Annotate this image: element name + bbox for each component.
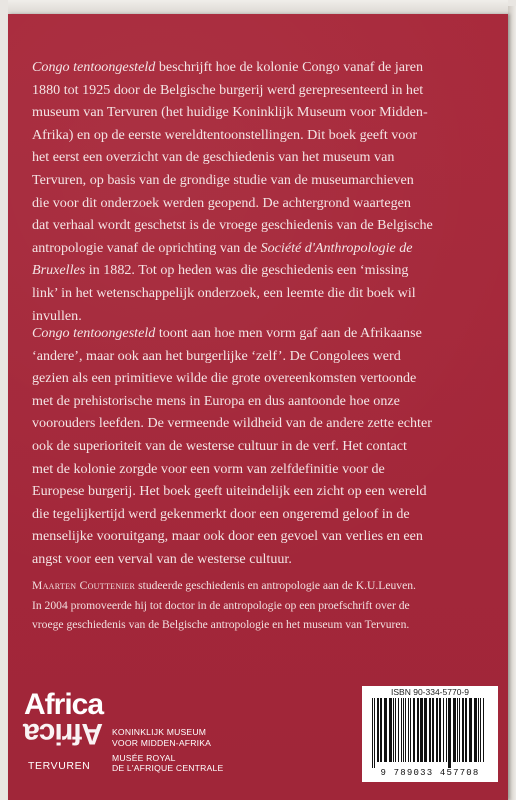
- text-run: met de kolonie zorgde voor een vorm van zelfdefinitie voor de: [32, 460, 385, 477]
- paragraph2-line: [32, 525, 476, 548]
- barcode-bar: [469, 698, 472, 762]
- paragraph1-line: [32, 214, 476, 237]
- text-run: Tervuren, op basis van de grondige studie van de museumarchieven: [32, 171, 414, 188]
- barcode-bar: [410, 698, 411, 762]
- museum-fr-line-2: DE L'AFRIQUE CENTRALE: [112, 763, 224, 774]
- italic-title: Société d'Anthropologie de: [260, 239, 413, 256]
- bio-line-1-rest: studeerde geschiedenis en antropologie aan de K.U.Leuven.: [135, 579, 416, 592]
- barcode-bar: [429, 698, 431, 762]
- museum-nl-line-2: VOOR MIDDEN-AFRIKA: [112, 737, 212, 748]
- text-run: voorouders leefden. De vermeende wildheid van de andere zette echter: [32, 415, 432, 432]
- barcode-bar: [462, 698, 464, 762]
- paragraph1-line: [32, 259, 476, 282]
- barcode-bar: [453, 698, 456, 762]
- barcode-number: 9 789033 457708: [380, 768, 480, 778]
- barcode-bar: [465, 698, 467, 762]
- text-run: menselijke vooruitgang, maar ook door een gevoel van verlies en een: [32, 528, 423, 545]
- paragraph1-line: [32, 169, 476, 192]
- barcode-panel: [362, 686, 498, 782]
- text-run: museum van Tervuren (het huidige Koninklijk Museum voor Midden-: [32, 104, 428, 121]
- paragraph1-line: [32, 101, 476, 124]
- text-run: gezien als een primitieve wilde die grote overeenkomsten vertoonde: [32, 370, 417, 387]
- barcode-bar: [403, 698, 404, 762]
- text-run: het eerst een overzicht van de geschiedenis van het museum van: [32, 149, 395, 166]
- logo-word: Africa: [24, 688, 104, 721]
- paragraph1-line: [32, 124, 476, 147]
- barcode-bar: [395, 698, 396, 762]
- paragraph2-line: [32, 548, 476, 571]
- paragraph1-line: [32, 146, 476, 169]
- text-run: die tegelijkertijd werd gekenmerkt door een ongeremd geloof in de: [32, 505, 410, 522]
- museum-fr-line-1: MUSÉE ROYAL: [112, 752, 176, 763]
- barcode-bar: [417, 698, 419, 762]
- museum-name: [112, 727, 223, 774]
- barcode-bar: [420, 698, 423, 762]
- barcode-bar: [480, 698, 481, 762]
- barcode-bar: [413, 698, 415, 762]
- text-run: link’ in het wetenschappelijk onderzoek, een leemte die dit boek wil: [32, 284, 416, 301]
- text-run: ‘andere’, maar ook aan het burgerlijke ‘zelf’. De Congolees werd: [32, 347, 401, 364]
- italic-title: Congo tentoongesteld: [32, 325, 156, 341]
- bio-line-3: vroege geschiedenis van de Belgische antropologie en het museum van Tervuren.: [32, 618, 410, 631]
- barcode-bar: [372, 698, 373, 768]
- text-run: dat verhaal wordt geschetst is de vroege geschiedenis van de Belgische: [32, 217, 433, 234]
- text-run: ook de superioriteit van de westerse cultuur in de verf. Het contact: [32, 437, 407, 454]
- museum-nl-line-1: KONINKLIJK MUSEUM: [112, 727, 207, 737]
- paragraph2-line: [32, 503, 476, 526]
- text-run: toont aan hoe men vorm gaf aan de Afrikaanse: [155, 325, 422, 341]
- barcode-bar: [446, 698, 447, 762]
- barcode-bar: [384, 698, 387, 762]
- text-run: Europese burgerij. Het boek geeft uiteindelijk een zicht op een wereld: [32, 483, 427, 500]
- bio-line-1: [32, 576, 482, 596]
- text-run: invullen.: [32, 307, 82, 324]
- barcode-bar: [439, 698, 441, 762]
- paragraph2-line: [32, 480, 476, 503]
- logo-subtitle: TERVUREN: [28, 760, 91, 772]
- paragraph2-line: [32, 390, 476, 413]
- barcode-bar: [424, 698, 427, 762]
- barcode-bar: [448, 698, 451, 768]
- paragraph1-line: [32, 237, 476, 260]
- text-run: in 1882. Tot op heden was die geschiedenis een ‘missing: [85, 262, 409, 279]
- barcode-bar: [374, 698, 375, 768]
- blurb-paragraph-2: [32, 322, 476, 571]
- barcode-bar: [401, 698, 402, 762]
- barcode-bar: [457, 698, 458, 762]
- paragraph2-line: [32, 367, 476, 390]
- barcode-bar: [436, 698, 438, 762]
- bio-line-2: In 2004 promoveerde hij tot doctor in de antropologie op een proefschrift over de: [32, 598, 410, 612]
- barcode-bar: [389, 698, 392, 762]
- barcode-bar: [377, 698, 379, 762]
- paragraph2-line: [32, 458, 476, 481]
- book-page-edge: [508, 6, 516, 800]
- paragraph1-line: [32, 56, 476, 79]
- paragraph2-line: [32, 435, 476, 458]
- barcode-bar: [483, 698, 484, 762]
- barcode-bar: [432, 698, 434, 762]
- blurb-paragraph-1: [32, 56, 476, 327]
- author-name: Maarten Couttenier: [32, 579, 136, 592]
- barcode-bar: [398, 698, 399, 762]
- text-run: 1880 tot 1925 door de Belgische burgerij werd gerepresenteerd in het: [32, 81, 424, 98]
- isbn-label: ISBN 90-334-5770-9: [391, 687, 469, 697]
- text-run: beschrijft hoe de kolonie Congo vanaf de jaren: [155, 59, 424, 75]
- barcode-icon: [370, 698, 490, 768]
- barcode-bar: [478, 698, 479, 762]
- barcode-bar: [380, 698, 382, 762]
- text-run: die voor dit onderzoek werden geopend. De achtergrond waartegen: [32, 194, 411, 211]
- text-run: Afrika) en op de eerste wereldtentoonstellingen. Dit boek geeft voor: [32, 126, 418, 143]
- barcode-bar: [393, 698, 394, 762]
- text-run: angst voor een verval van de westerse cultuur.: [32, 550, 292, 567]
- paragraph1-line: [32, 79, 476, 102]
- paragraph1-line: [32, 282, 476, 305]
- barcode-bar: [459, 698, 460, 762]
- author-bio: [32, 576, 482, 635]
- barcode-bar: [405, 698, 406, 762]
- barcode-bar: [443, 698, 444, 762]
- paragraph2-line: [32, 345, 476, 368]
- paragraph2-line: [32, 322, 476, 345]
- logo-mirror-word: Africa: [24, 717, 104, 750]
- paragraph1-line: [32, 192, 476, 215]
- africa-tervuren-logo: [24, 688, 104, 780]
- text-run: antropologie vanaf de oprichting van de: [32, 239, 261, 256]
- italic-title: Bruxelles: [32, 262, 86, 279]
- text-run: met de prehistorische mens in Europa en dus aantoonde hoe onze: [32, 392, 400, 409]
- barcode-bar: [474, 698, 477, 762]
- paragraph2-line: [32, 412, 476, 435]
- book-top-edge: [8, 0, 508, 14]
- barcode-bar: [408, 698, 409, 762]
- italic-title: Congo tentoongesteld: [32, 59, 156, 75]
